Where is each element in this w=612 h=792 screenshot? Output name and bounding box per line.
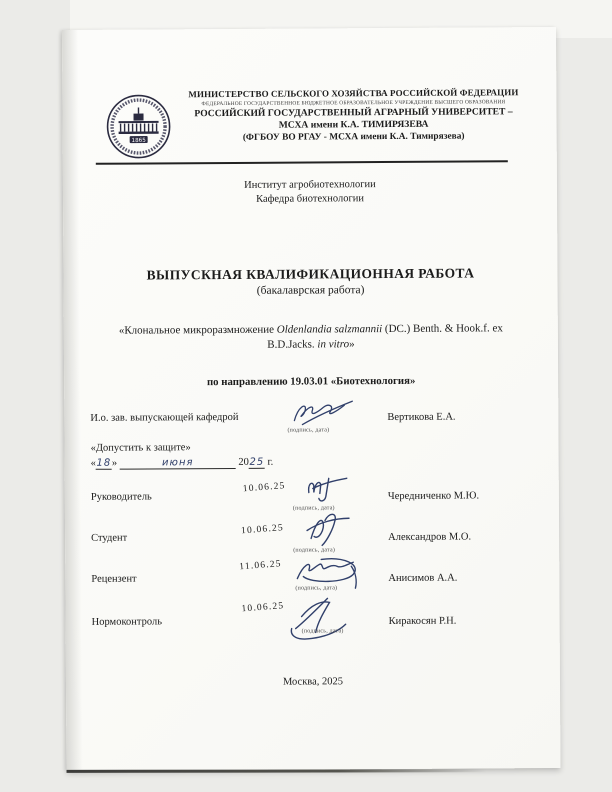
- student-date-handwritten: 10.06.25: [240, 523, 285, 537]
- reviewer-date-handwritten: 11.06.25: [238, 559, 283, 573]
- work-type-title: ВЫПУСКНАЯ КВАЛИФИКАЦИОННАЯ РАБОТА: [146, 265, 475, 283]
- work-title-block: [63, 265, 558, 389]
- student-signature-caption: (подпись, дата): [293, 547, 336, 554]
- university-name-line1: РОССИЙСКИЙ ГОСУДАРСТВЕННЫЙ АГРАРНЫЙ УНИВЕРСИТЕТ –: [194, 106, 513, 120]
- head-role-label: И.о. зав. выпускающей кафедрой: [90, 411, 239, 424]
- reviewer-name: Анисимов А.А.: [388, 572, 458, 585]
- normcontrol-signature: [287, 594, 359, 642]
- head-signature-caption: (подпись, дата): [287, 427, 330, 434]
- reviewer-role-label: Рецензент: [91, 573, 137, 585]
- admit-line: «Допустить к защите»: [90, 442, 191, 454]
- theme-text-1: «Клональное микроразмножение: [118, 323, 277, 337]
- theme-in-vitro: in vitro: [317, 338, 350, 351]
- supervisor-signature: [303, 474, 361, 504]
- supervisor-signature-caption: (подпись, дата): [292, 505, 335, 512]
- supervisor-date-handwritten: 10.06.25: [242, 481, 286, 495]
- study-direction: по направлению 19.03.01 «Биотехнология»: [206, 374, 416, 388]
- normcontrol-role-label: Нормоконтроль: [91, 616, 163, 628]
- date-month-blank: [120, 457, 236, 470]
- university-header: [62, 87, 556, 146]
- admit-date-line: [91, 457, 274, 470]
- date-unit: г.: [267, 456, 274, 468]
- head-name: Вертикова Е.А.: [387, 411, 456, 424]
- normcontrol-name: Киракосян Р.Н.: [388, 615, 457, 628]
- student-signature: [301, 512, 357, 548]
- department-block: [63, 177, 557, 208]
- work-type-subtitle: (бакалаврская работа): [256, 284, 365, 297]
- normcontrol-signature-caption: (подпись, дата): [301, 628, 344, 635]
- date-day-handwritten: 18: [96, 457, 112, 469]
- reviewer-signature-caption: (подпись, дата): [295, 585, 338, 592]
- date-quote-close: »: [111, 457, 118, 469]
- ministry-line: МИНИСТЕРСТВО СЕЛЬСКОГО ХОЗЯЙСТВА РОССИЙСКОЙ ФЕДЕРАЦИИ: [188, 87, 519, 100]
- head-signature: [290, 398, 356, 428]
- header-divider: [96, 160, 508, 165]
- theme-latin-name: Oldenlandia salzmannii: [276, 323, 383, 336]
- university-seal-icon: [105, 93, 171, 159]
- theme-text-3: »: [349, 338, 355, 351]
- chair-name: Кафедра биотехнологии: [256, 193, 365, 205]
- institute-name: Институт агробиотехнологии: [244, 179, 376, 191]
- date-year-handwritten: 25: [249, 456, 265, 468]
- date-year-prefix: 20: [238, 456, 249, 468]
- work-theme: [101, 321, 521, 354]
- city-year: Москва, 2025: [282, 676, 344, 688]
- university-name-line2: МСХА имени К.А. ТИМИРЯЗЕВА: [278, 118, 429, 131]
- student-role-label: Студент: [91, 532, 128, 544]
- date-quote-open: «: [90, 457, 96, 469]
- date-month-handwritten: июня: [161, 457, 194, 469]
- supervisor-role-label: Руководитель: [90, 491, 152, 503]
- normcontrol-date-handwritten: 10.06.25: [241, 601, 285, 615]
- theme-text-2: (DC.) Benth. & Hook.f. ex B.D.Jacks.: [267, 322, 503, 352]
- title-page-sheet: [62, 27, 561, 771]
- student-name: Александров М.О.: [388, 531, 472, 544]
- university-abbr: (ФГБОУ ВО РГАУ - МСХА имени К.А. Тимирязева): [242, 131, 465, 143]
- fgbou-line: ФЕДЕРАЛЬНОЕ ГОСУДАРСТВЕННОЕ БЮДЖЕТНОЕ ОБРАЗОВАТЕЛЬНОЕ УЧРЕЖДЕНИЕ ВЫСШЕГО ОБРАЗОВАНИЯ: [201, 99, 506, 108]
- supervisor-name: Чередниченко М.Ю.: [387, 490, 480, 503]
- seal-year: 1865: [131, 137, 146, 144]
